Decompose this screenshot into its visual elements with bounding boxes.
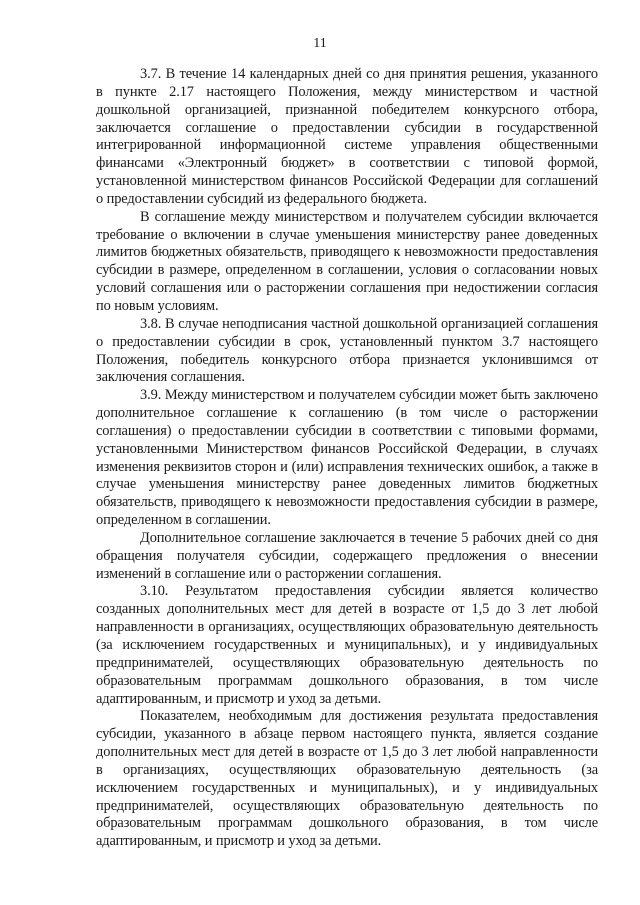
paragraph-3-9: 3.9. Между министерством и получателем субсидии может быть заключено дополнительное соглашение к соглашению (в том числе о расторжении соглашения) о предоставлении субсидии в соответствии с типовыми формами, установленными Министерством финансов Российской Федерации, в случаях изменения реквизитов сторон и (или) исправления технических ошибок, а также в случае уменьшения министерству ранее доведенных лимитов бюджетных обязательств, приводящего к невозможности предоставления субсидии в размере, определенном в соглашении.	[96, 387, 598, 529]
paragraph-3-9-additional-agreement: Дополнительное соглашение заключается в течение 5 рабочих дней со дня обращения получателя субсидии, содержащего предложения о внесении изменений в соглашение или о расторжении соглашения.	[96, 529, 598, 582]
paragraph-3-8: 3.8. В случае неподписания частной дошкольной организацией соглашения о предоставлении субсидии в срок, установленный пунктом 3.7 настоящего Положения, победитель конкурсного отбора признается уклонившимся от заключения соглашения.	[96, 315, 598, 386]
paragraph-3-7-agreement-terms: В соглашение между министерством и получателем субсидии включается требование о включении в случае уменьшения министерству ранее доведенных лимитов бюджетных обязательств, приводящего к невозможности предоставления субсидии в размере, определенном в соглашении, условия о согласовании новых условий соглашения или о расторжении соглашения при недостижении согласия по новым условиям.	[96, 208, 598, 314]
document-body	[96, 66, 598, 851]
paragraph-3-10: 3.10. Результатом предоставления субсидии является количество созданных дополнительных мест для детей в возрасте от 1,5 до 3 лет любой направленности в организациях, осуществляющих образовательную деятельность (за исключением государственных и муниципальных), и у индивидуальных предпринимателей, осуществляющих образовательную деятельность по образовательным программам дошкольного образования, в том числе адаптированным, и присмотр и уход за детьми.	[96, 583, 598, 707]
paragraph-3-10-indicator: Показателем, необходимым для достижения результата предоставления субсидии, указанного в абзаце первом настоящего пункта, является создание дополнительных мест для детей в возрасте от 1,5 до 3 лет любой направленности в организациях, осуществляющих образовательную деятельность (за исключением государственных и муниципальных), и у индивидуальных предпринимателей, осуществляющих образовательную деятельность по образовательным программам дошкольного образования, в том числе адаптированным, и присмотр и уход за детьми.	[96, 708, 598, 850]
page-number: 11	[313, 36, 327, 51]
paragraph-3-7: 3.7. В течение 14 календарных дней со дня принятия решения, указанного в пункте 2.17 настоящего Положения, между министерством и частной дошкольной организацией, признанной победителем конкурсного отбора, заключается соглашение о предоставлении субсидии в государственной интегрированной информационной системе управления общественными финансами «Электронный бюджет» в соответствии с типовой формой, установленной министерством финансов Российской Федерации для соглашений о предоставлении субсидий из федерального бюджета.	[96, 66, 598, 207]
